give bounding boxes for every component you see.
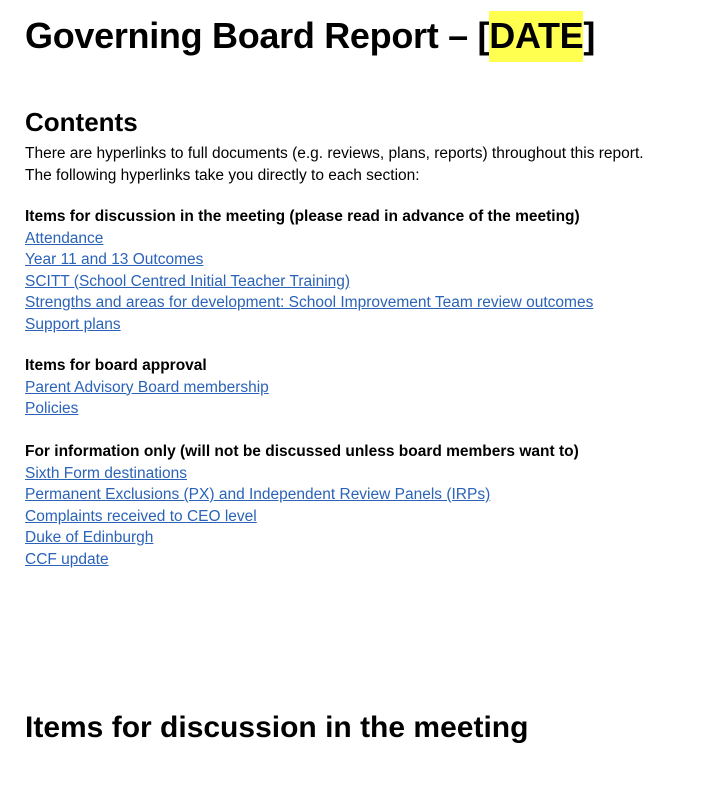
toc-link-support-plans[interactable]: Support plans bbox=[25, 315, 121, 333]
section-links-information bbox=[25, 463, 579, 571]
toc-item bbox=[25, 484, 579, 506]
title-prefix: Governing Board Report – [ bbox=[25, 15, 490, 56]
toc-item bbox=[25, 228, 593, 250]
toc-link-scitt[interactable]: SCITT (School Centred Initial Teacher Training) bbox=[25, 272, 351, 290]
toc-link-ccf[interactable]: CCF update bbox=[25, 550, 109, 568]
toc-item bbox=[25, 549, 579, 571]
toc-item bbox=[25, 271, 593, 293]
toc-item bbox=[25, 249, 593, 271]
toc-item bbox=[25, 292, 593, 314]
toc-link-outcomes[interactable]: Year 11 and 13 Outcomes bbox=[25, 251, 204, 268]
toc-link-exclusions[interactable]: Permanent Exclusions (PX) and Independent Review Panels (IRPs) bbox=[25, 486, 491, 503]
section-information bbox=[25, 441, 579, 570]
toc-link-parent-advisory[interactable]: Parent Advisory Board membership bbox=[25, 378, 269, 396]
section-title-discussion: Items for discussion in the meeting bbox=[25, 711, 529, 744]
toc-link-attendance[interactable]: Attendance bbox=[25, 229, 104, 247]
intro-line-1: There are hyperlinks to full documents (e.g. reviews, plans, reports) throughout this report. bbox=[25, 145, 644, 162]
toc-link-strengths[interactable]: Strengths and areas for development: School Improvement Team review outcomes bbox=[25, 294, 594, 311]
toc-link-sixth-form[interactable]: Sixth Form destinations bbox=[25, 464, 187, 482]
title-suffix: ] bbox=[583, 15, 596, 56]
intro-line-2: The following hyperlinks take you directly to each section: bbox=[25, 167, 420, 184]
section-heading-discussion: Items for discussion in the meeting (please read in advance of the meeting) bbox=[25, 208, 580, 225]
toc-item bbox=[25, 314, 593, 336]
toc-item bbox=[25, 463, 579, 485]
toc-item bbox=[25, 506, 579, 528]
contents-heading: Contents bbox=[25, 107, 138, 137]
section-links-discussion bbox=[25, 228, 593, 336]
toc-link-duke-of-edinburgh[interactable]: Duke of Edinburgh bbox=[25, 529, 154, 546]
section-discussion bbox=[25, 206, 593, 335]
page-title bbox=[25, 14, 595, 58]
section-heading-information: For information only (will not be discussed unless board members want to) bbox=[25, 443, 579, 460]
section-links-approval bbox=[25, 377, 269, 420]
toc-link-complaints[interactable]: Complaints received to CEO level bbox=[25, 507, 257, 525]
contents-intro bbox=[25, 143, 644, 187]
section-approval bbox=[25, 355, 269, 420]
toc-item bbox=[25, 398, 269, 420]
toc-item bbox=[25, 527, 579, 549]
section-heading-approval: Items for board approval bbox=[25, 357, 207, 374]
date-placeholder-highlight[interactable]: DATE bbox=[489, 11, 583, 62]
toc-link-policies[interactable]: Policies bbox=[25, 400, 79, 417]
toc-item bbox=[25, 377, 269, 399]
